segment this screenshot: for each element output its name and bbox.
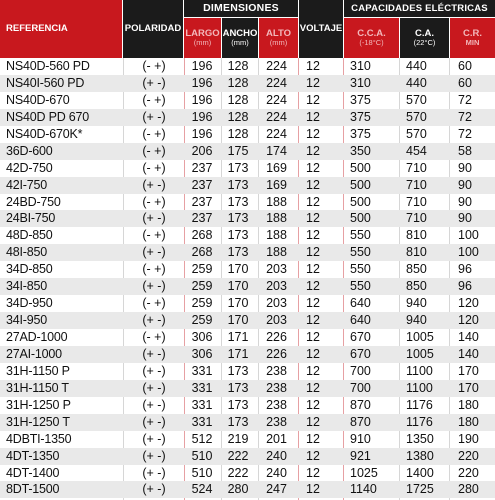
cell-cca: 670 xyxy=(350,346,371,361)
cell-voltaje: 12 xyxy=(306,262,320,277)
cell-referencia: NS40D-670K* xyxy=(6,126,83,141)
cell-referencia: 4DBTI-1350 xyxy=(6,431,72,446)
cell-largo: 196 xyxy=(191,59,213,73)
cell-referencia: 27AD-1000 xyxy=(6,330,68,344)
cell-referencia: NS40D PD 670 xyxy=(6,109,90,124)
cell-polaridad: (+ -) xyxy=(142,279,166,294)
cell-voltaje: 12 xyxy=(306,126,320,141)
cell-voltaje: 12 xyxy=(306,431,320,446)
cell-ancho: 219 xyxy=(227,431,249,446)
cell-ancho: 222 xyxy=(227,448,249,463)
cell-referencia: NS40I-560 PD xyxy=(6,75,85,90)
cell-largo: 206 xyxy=(191,143,213,158)
cell-ancho: 173 xyxy=(227,414,249,429)
cell-largo: 510 xyxy=(191,448,213,463)
cell-alto: 188 xyxy=(266,245,287,260)
cell-rc: 180 xyxy=(458,414,479,429)
cell-rc: 140 xyxy=(458,346,479,361)
cell-alto: 224 xyxy=(266,126,287,141)
cell-ca: 710 xyxy=(406,177,427,192)
cell-cca: 700 xyxy=(350,363,371,378)
cell-rc: 100 xyxy=(458,245,479,260)
cell-ancho: 222 xyxy=(227,465,249,480)
cell-largo: 512 xyxy=(191,431,213,446)
cell-voltaje: 12 xyxy=(306,211,320,226)
cell-polaridad: (+ -) xyxy=(142,465,166,480)
table-row xyxy=(0,346,495,363)
cell-ancho: 173 xyxy=(227,177,249,192)
cell-rc: 60 xyxy=(458,75,472,90)
cell-alto: 203 xyxy=(266,262,287,277)
cell-ancho: 170 xyxy=(227,279,249,294)
cell-polaridad: (+ -) xyxy=(142,448,166,463)
cell-largo: 259 xyxy=(191,279,213,294)
cell-alto: 224 xyxy=(266,75,287,90)
cell-ancho: 173 xyxy=(227,228,249,243)
header-alto xyxy=(259,18,298,58)
cell-ca: 940 xyxy=(406,296,427,311)
cell-ca: 810 xyxy=(406,228,427,243)
cell-referencia: 31H-1150 T xyxy=(6,380,69,395)
cell-cca: 500 xyxy=(350,160,371,175)
cell-voltaje: 12 xyxy=(306,75,320,90)
cell-voltaje: 12 xyxy=(306,397,320,412)
cell-ca: 1100 xyxy=(406,363,433,378)
cell-voltaje: 12 xyxy=(306,109,320,124)
cell-ancho: 175 xyxy=(227,143,249,158)
header-ancho-unit: (mm) xyxy=(231,38,249,48)
cell-ancho: 128 xyxy=(227,109,249,124)
header-rc xyxy=(450,18,495,58)
header-ca-unit: (22°C) xyxy=(413,38,436,48)
table-row xyxy=(0,92,495,109)
cell-ca: 440 xyxy=(406,59,427,73)
cell-largo: 196 xyxy=(191,126,213,141)
cell-cca: 550 xyxy=(350,245,371,260)
cell-ca: 710 xyxy=(406,194,427,209)
header-voltaje-label: VOLTAJE xyxy=(299,23,343,35)
cell-largo: 237 xyxy=(191,160,213,175)
header-cca-label: C.C.A. xyxy=(357,28,386,40)
cell-largo: 331 xyxy=(191,380,213,395)
cell-ancho: 128 xyxy=(227,126,249,141)
table-row xyxy=(0,160,495,177)
table-row xyxy=(0,414,495,431)
cell-alto: 224 xyxy=(266,59,287,73)
cell-rc: 220 xyxy=(458,448,479,463)
cell-alto: 238 xyxy=(266,414,287,429)
cell-alto: 169 xyxy=(266,177,287,192)
cell-voltaje: 12 xyxy=(306,330,320,344)
cell-cca: 310 xyxy=(350,75,371,90)
cell-polaridad: (+ -) xyxy=(142,397,166,412)
table-row xyxy=(0,58,495,75)
cell-ca: 850 xyxy=(406,279,427,294)
cell-polaridad: (+ -) xyxy=(142,380,166,395)
cell-cca: 550 xyxy=(350,262,371,277)
table-row xyxy=(0,177,495,194)
cell-ca: 1350 xyxy=(406,431,434,446)
cell-ancho: 173 xyxy=(227,397,249,412)
cell-ca: 710 xyxy=(406,211,427,226)
cell-alto: 226 xyxy=(266,330,287,344)
table-row xyxy=(0,431,495,448)
cell-largo: 237 xyxy=(191,194,213,209)
cell-alto: 174 xyxy=(266,143,287,158)
header-ancho xyxy=(222,18,258,58)
table-body xyxy=(0,58,495,498)
cell-polaridad: (- +) xyxy=(142,143,166,158)
cell-cca: 910 xyxy=(350,431,371,446)
cell-polaridad: (+ -) xyxy=(142,346,166,361)
cell-alto: 224 xyxy=(266,92,287,107)
cell-cca: 670 xyxy=(350,330,371,344)
cell-voltaje: 12 xyxy=(306,228,320,243)
cell-voltaje: 12 xyxy=(306,313,320,328)
cell-polaridad: (- +) xyxy=(142,92,166,107)
header-rc-label: C.R. xyxy=(463,28,482,40)
cell-rc: 72 xyxy=(458,126,472,141)
cell-voltaje: 12 xyxy=(306,245,320,260)
cell-ca: 810 xyxy=(406,245,427,260)
header-alto-unit: (mm) xyxy=(269,38,288,48)
cell-ca: 1380 xyxy=(406,448,434,463)
cell-rc: 140 xyxy=(458,330,479,344)
cell-polaridad: (- +) xyxy=(142,160,166,175)
cell-largo: 237 xyxy=(191,177,213,192)
cell-cca: 640 xyxy=(350,296,371,311)
cell-alto: 201 xyxy=(266,431,287,446)
cell-voltaje: 12 xyxy=(306,160,320,175)
cell-ca: 570 xyxy=(406,126,427,141)
cell-rc: 90 xyxy=(458,177,472,192)
table-row xyxy=(0,363,495,380)
table-row xyxy=(0,312,495,329)
table-row xyxy=(0,278,495,295)
cell-largo: 268 xyxy=(191,245,213,260)
cell-polaridad: (- +) xyxy=(142,194,166,209)
cell-cca: 640 xyxy=(350,313,371,328)
header-voltaje xyxy=(299,0,343,58)
cell-largo: 331 xyxy=(191,397,213,412)
cell-rc: 120 xyxy=(458,296,479,311)
cell-polaridad: (- +) xyxy=(142,126,166,141)
cell-largo: 196 xyxy=(191,75,213,90)
cell-referencia: NS40D-560 PD xyxy=(6,59,90,73)
cell-cca: 1140 xyxy=(350,482,377,497)
cell-ca: 850 xyxy=(406,262,427,277)
cell-ca: 1005 xyxy=(406,330,434,344)
header-dimensiones-group xyxy=(184,0,298,17)
table-header xyxy=(0,0,495,58)
table-row xyxy=(0,380,495,397)
cell-ca: 1725 xyxy=(406,482,434,497)
cell-cca: 500 xyxy=(350,194,371,209)
cell-rc: 58 xyxy=(458,143,472,158)
cell-referencia: 34I-950 xyxy=(6,313,47,328)
cell-polaridad: (- +) xyxy=(142,262,166,277)
table-row xyxy=(0,244,495,261)
cell-referencia: 31H-1150 P xyxy=(6,363,70,378)
table-row xyxy=(0,448,495,465)
cell-rc: 170 xyxy=(458,380,479,395)
cell-ancho: 128 xyxy=(227,59,249,73)
cell-ca: 1400 xyxy=(406,465,434,480)
cell-voltaje: 12 xyxy=(306,279,320,294)
cell-ancho: 173 xyxy=(227,160,249,175)
cell-rc: 170 xyxy=(458,363,479,378)
cell-voltaje: 12 xyxy=(306,380,320,395)
cell-voltaje: 12 xyxy=(306,194,320,209)
cell-alto: 188 xyxy=(266,194,287,209)
header-cca xyxy=(344,18,399,58)
cell-referencia: 48I-850 xyxy=(6,245,47,260)
cell-alto: 203 xyxy=(266,296,287,311)
cell-referencia: 34I-850 xyxy=(6,279,47,294)
cell-polaridad: (- +) xyxy=(142,228,166,243)
cell-alto: 188 xyxy=(266,228,287,243)
cell-ca: 710 xyxy=(406,160,427,175)
cell-ancho: 128 xyxy=(227,92,249,107)
cell-largo: 237 xyxy=(191,211,213,226)
cell-referencia: 24BD-750 xyxy=(6,194,61,209)
cell-cca: 870 xyxy=(350,397,371,412)
cell-referencia: 34D-950 xyxy=(6,296,53,311)
cell-voltaje: 12 xyxy=(306,482,320,497)
cell-rc: 96 xyxy=(458,279,472,294)
cell-referencia: 42D-750 xyxy=(6,160,53,175)
header-ancho-label: ANCHO xyxy=(222,28,258,40)
cell-polaridad: (+ -) xyxy=(142,109,166,124)
cell-rc: 220 xyxy=(458,465,479,480)
cell-polaridad: (- +) xyxy=(142,296,166,311)
cell-largo: 306 xyxy=(191,346,213,361)
cell-alto: 203 xyxy=(266,279,287,294)
cell-alto: 240 xyxy=(266,465,287,480)
cell-largo: 268 xyxy=(191,228,213,243)
cell-voltaje: 12 xyxy=(306,143,320,158)
cell-ca: 1005 xyxy=(406,346,434,361)
cell-ancho: 171 xyxy=(227,330,249,344)
table-row xyxy=(0,261,495,278)
cell-voltaje: 12 xyxy=(306,177,320,192)
cell-alto: 188 xyxy=(266,211,287,226)
cell-ca: 1176 xyxy=(406,414,433,429)
cell-rc: 100 xyxy=(458,228,479,243)
cell-rc: 72 xyxy=(458,92,472,107)
header-rc-unit: MIN xyxy=(465,38,480,48)
cell-referencia: 31H-1250 P xyxy=(6,397,71,412)
cell-rc: 190 xyxy=(458,431,479,446)
cell-largo: 259 xyxy=(191,313,213,328)
table-row xyxy=(0,227,495,244)
cell-cca: 310 xyxy=(350,59,371,73)
header-dimensiones-label: DIMENSIONES xyxy=(203,1,279,14)
cell-largo: 259 xyxy=(191,296,213,311)
cell-rc: 90 xyxy=(458,211,472,226)
table-row xyxy=(0,143,495,160)
header-capacidades-label: CAPACIDADES ELÉCTRICAS xyxy=(351,2,488,14)
header-largo-label: LARGO xyxy=(185,28,220,40)
cell-voltaje: 12 xyxy=(306,465,320,480)
cell-ca: 570 xyxy=(406,109,427,124)
cell-referencia: 24BI-750 xyxy=(6,211,56,226)
table-row xyxy=(0,194,495,211)
cell-alto: 224 xyxy=(266,109,287,124)
header-cca-unit: (-18°C) xyxy=(359,38,384,48)
cell-polaridad: (+ -) xyxy=(142,211,166,226)
cell-alto: 169 xyxy=(266,160,287,175)
cell-ca: 454 xyxy=(406,143,427,158)
header-referencia xyxy=(0,0,122,58)
header-referencia-label: REFERENCIA xyxy=(6,23,68,35)
table-row xyxy=(0,295,495,312)
cell-voltaje: 12 xyxy=(306,363,320,378)
cell-largo: 259 xyxy=(191,262,213,277)
cell-polaridad: (+ -) xyxy=(142,431,166,446)
cell-polaridad: (+ -) xyxy=(142,177,166,192)
cell-voltaje: 12 xyxy=(306,59,320,73)
cell-ca: 440 xyxy=(406,75,427,90)
header-polaridad-label: POLARIDAD xyxy=(124,23,182,35)
cell-voltaje: 12 xyxy=(306,92,320,107)
cell-largo: 196 xyxy=(191,92,213,107)
table-row xyxy=(0,75,495,92)
cell-ca: 1176 xyxy=(406,397,433,412)
cell-largo: 331 xyxy=(191,363,213,378)
header-largo xyxy=(184,18,221,58)
cell-ancho: 173 xyxy=(227,363,249,378)
cell-cca: 500 xyxy=(350,211,371,226)
cell-voltaje: 12 xyxy=(306,346,320,361)
cell-ancho: 128 xyxy=(227,75,249,90)
header-alto-label: ALTO xyxy=(266,28,291,40)
cell-alto: 238 xyxy=(266,397,287,412)
cell-referencia: 36D-600 xyxy=(6,143,53,158)
table-row xyxy=(0,465,495,482)
cell-rc: 72 xyxy=(458,109,472,124)
cell-ancho: 173 xyxy=(227,245,249,260)
cell-cca: 375 xyxy=(350,109,371,124)
cell-largo: 196 xyxy=(191,109,213,124)
cell-polaridad: (+ -) xyxy=(142,75,166,90)
cell-alto: 238 xyxy=(266,380,287,395)
cell-cca: 550 xyxy=(350,228,371,243)
cell-referencia: 42I-750 xyxy=(6,177,47,192)
cell-referencia: 4DT-1350 xyxy=(6,448,60,463)
cell-ancho: 170 xyxy=(227,296,249,311)
cell-ancho: 173 xyxy=(227,380,249,395)
cell-referencia: 31H-1250 T xyxy=(6,414,70,429)
cell-voltaje: 12 xyxy=(306,296,320,311)
cell-cca: 375 xyxy=(350,126,371,141)
cell-cca: 1025 xyxy=(350,465,378,480)
header-polaridad xyxy=(123,0,183,58)
cell-referencia: 27AI-1000 xyxy=(6,346,62,361)
cell-ancho: 171 xyxy=(227,346,249,361)
table-row xyxy=(0,329,495,346)
cell-polaridad: (- +) xyxy=(142,330,166,344)
cell-referencia: 48D-850 xyxy=(6,228,53,243)
cell-cca: 350 xyxy=(350,143,371,158)
cell-largo: 524 xyxy=(191,482,213,497)
header-largo-unit: (mm) xyxy=(193,38,212,48)
table-row xyxy=(0,397,495,414)
cell-alto: 247 xyxy=(266,482,287,497)
cell-alto: 240 xyxy=(266,448,287,463)
cell-largo: 306 xyxy=(191,330,213,344)
cell-voltaje: 12 xyxy=(306,414,320,429)
cell-ancho: 170 xyxy=(227,313,249,328)
cell-ca: 570 xyxy=(406,92,427,107)
table-row xyxy=(0,126,495,143)
cell-ancho: 280 xyxy=(227,482,249,497)
cell-ancho: 173 xyxy=(227,211,249,226)
cell-voltaje: 12 xyxy=(306,448,320,463)
cell-cca: 870 xyxy=(350,414,371,429)
table-row xyxy=(0,481,495,498)
table-row xyxy=(0,210,495,227)
cell-rc: 280 xyxy=(458,482,479,497)
cell-cca: 375 xyxy=(350,92,371,107)
cell-rc: 90 xyxy=(458,160,472,175)
cell-ca: 1100 xyxy=(406,380,433,395)
cell-largo: 331 xyxy=(191,414,213,429)
header-ca-label: C.A. xyxy=(415,28,434,40)
cell-rc: 120 xyxy=(458,313,479,328)
cell-polaridad: (+ -) xyxy=(142,245,166,260)
cell-referencia: 34D-850 xyxy=(6,262,53,277)
cell-rc: 180 xyxy=(458,397,479,412)
cell-rc: 96 xyxy=(458,262,472,277)
cell-alto: 203 xyxy=(266,313,287,328)
cell-cca: 550 xyxy=(350,279,371,294)
cell-ancho: 170 xyxy=(227,262,249,277)
cell-polaridad: (- +) xyxy=(142,59,166,73)
cell-largo: 510 xyxy=(191,465,213,480)
cell-ancho: 173 xyxy=(227,194,249,209)
cell-ca: 940 xyxy=(406,313,427,328)
cell-alto: 238 xyxy=(266,363,287,378)
cell-polaridad: (+ -) xyxy=(142,414,166,429)
cell-cca: 700 xyxy=(350,380,371,395)
cell-alto: 226 xyxy=(266,346,287,361)
cell-polaridad: (+ -) xyxy=(142,313,166,328)
header-capacidades-group xyxy=(344,0,495,17)
cell-rc: 60 xyxy=(458,59,472,73)
header-ca xyxy=(400,18,449,58)
cell-polaridad: (+ -) xyxy=(142,363,166,378)
cell-referencia: NS40D-670 xyxy=(6,92,70,107)
cell-cca: 500 xyxy=(350,177,371,192)
cell-rc: 90 xyxy=(458,194,472,209)
cell-cca: 921 xyxy=(350,448,371,463)
cell-polaridad: (+ -) xyxy=(142,482,166,497)
cell-referencia: 8DT-1500 xyxy=(6,482,60,497)
cell-referencia: 4DT-1400 xyxy=(6,465,60,480)
table-row xyxy=(0,109,495,126)
